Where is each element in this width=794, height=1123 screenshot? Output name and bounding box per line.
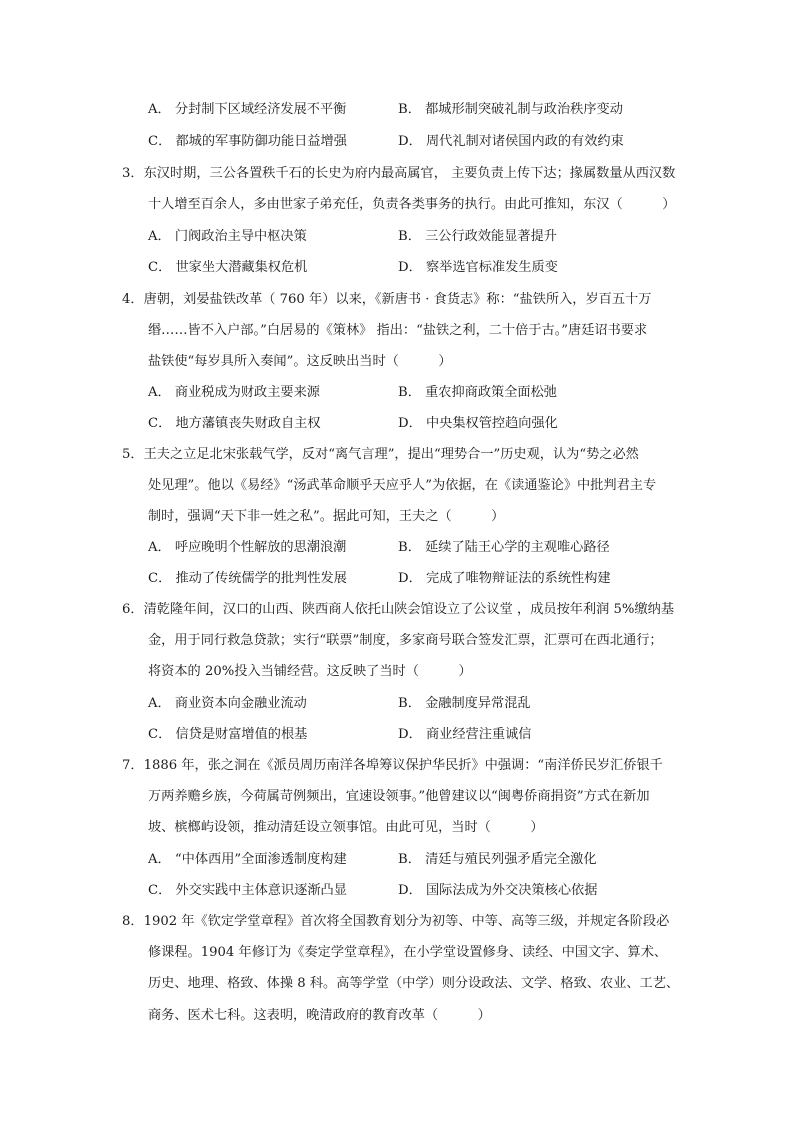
q5-option-d: D． 完成了唯物辩证法的系统性构建 (398, 571, 611, 586)
q7-option-b: B． 清廷与殖民列强矛盾完全激化 (398, 852, 597, 867)
q5-option-b: B． 延续了陆王心学的主观唯心路径 (398, 540, 610, 555)
q8-stem-line-4: 商务、医术七科。这表明，晚清政府的教育改革（ ） (148, 1008, 491, 1023)
q3-option-b: B． 三公行政效能显著提升 (398, 229, 557, 244)
q3-stem-line-1: 3．东汉时期，三公各置秩千石的长史为府内最高属官， 主要负责上传下达；掾属数量从西汉数 (122, 166, 676, 181)
q7-option-a: A． “中体西用”全面渗透制度构建 (148, 852, 347, 867)
q3-option-d: D． 察举选官标准发生质变 (398, 260, 558, 275)
q6-stem-line-2: 金，用于同行救急贷款；实行“联票”制度，多家商号联合签发汇票，汇票可在西北通行； (148, 633, 663, 648)
q6-option-b: B． 金融制度异常混乱 (398, 696, 531, 711)
q8-stem-line-2: 修课程。1904 年修订为《奏定学堂章程》，在小学堂设置修身、读经、中国文字、算术、 (148, 945, 668, 960)
q5-stem-line-3: 制时，强调“天下非一姓之私”。据此可知，王夫之（ ） (148, 509, 505, 524)
q4-option-a: A． 商业税成为财政主要来源 (148, 385, 320, 400)
q5-option-c: C． 推动了传统儒学的批判性发展 (148, 571, 347, 586)
q2-option-c: C． 都城的军事防御功能日益增强 (148, 134, 347, 149)
q4-stem-line-2: 缗……皆不入户部。”白居易的《策林》 指出：“盐铁之利，二十倍于古。”唐廷诏书要求 (148, 323, 648, 338)
q6-stem-line-3: 将资本的 20%投入当铺经营。这反映了当时（ ） (148, 664, 472, 679)
q6-option-a: A． 商业资本向金融业流动 (148, 696, 307, 711)
q6-stem-line-1: 6．清乾隆年间，汉口的山西、陕西商人依托山陕会馆设立了公议堂 ，成员按年利润 5%缴纳基 (122, 602, 675, 617)
q2-option-b: B． 都城形制突破礼制与政治秩序变动 (398, 102, 623, 117)
q5-stem-line-2: 处见理”。他以《易经》“汤武革命顺乎天应乎人”为依据，在《读通鉴论》中批判君主专 (148, 478, 657, 493)
q7-option-c: C． 外交实践中主体意识逐渐凸显 (148, 883, 347, 898)
q4-stem-line-1: 4．唐朝，刘晏盐铁改革（ 760 年）以来，《新唐书 · 食货志》称：“盐铁所入，岁百五十万 (122, 292, 652, 307)
q3-option-a: A． 门阀政治主导中枢决策 (148, 229, 307, 244)
q7-option-d: D． 国际法成为外交决策核心依据 (398, 883, 598, 898)
q5-option-a: A． 呼应晚明个性解放的思潮浪潮 (148, 540, 347, 555)
q6-option-c: C． 信贷是财富增值的根基 (148, 727, 308, 742)
q4-option-b: B． 重农抑商政策全面松弛 (398, 385, 557, 400)
q2-option-d: D． 周代礼制对诸侯国内政的有效约束 (398, 134, 624, 149)
q3-stem-line-2: 十人增至百余人，多由世家子弟充任，负责各类事务的执行。由此可推知，东汉（ ） (148, 197, 676, 212)
q4-option-d: D． 中央集权管控趋向强化 (398, 416, 558, 431)
q4-stem-line-3: 盐铁使“每岁具所入奏闻”。这反映出当时（ ） (148, 354, 452, 369)
q5-stem-line-1: 5．王夫之立足北宋张载气学，反对“离气言理”，提出“理势合一”历史观，认为“势之必然 (122, 447, 639, 462)
q6-option-d: D． 商业经营注重诚信 (398, 727, 532, 742)
q3-option-c: C． 世家坐大潜藏集权危机 (148, 260, 308, 275)
q4-option-c: C． 地方藩镇丧失财政自主权 (148, 416, 321, 431)
q8-stem-line-1: 8．1902 年《钦定学堂章程》首次将全国教育划分为初等、中等、高等三级，并规定各阶段必 (122, 914, 670, 929)
q2-option-a: A． 分封制下区域经济发展不平衡 (148, 102, 347, 117)
q7-stem-line-3: 坡、槟榔屿设领，推动清廷设立领事馆。由此可见，当时（ ） (148, 820, 544, 835)
q8-stem-line-3: 历史、地理、格致、体操 8 科。高等学堂（中学）则分设政法、文学、格致、农业、工艺、 (148, 976, 680, 991)
q7-stem-line-2: 万两养赡乡族，今荷属苛例频出，宜速设领事。”他曾建议以“闽粤侨商捐资”方式在新加 (148, 789, 650, 804)
q7-stem-line-1: 7．1886 年，张之洞在《派员周历南洋各埠筹议保护华民折》中强调：“南洋侨民岁汇侨银千 (122, 758, 663, 773)
